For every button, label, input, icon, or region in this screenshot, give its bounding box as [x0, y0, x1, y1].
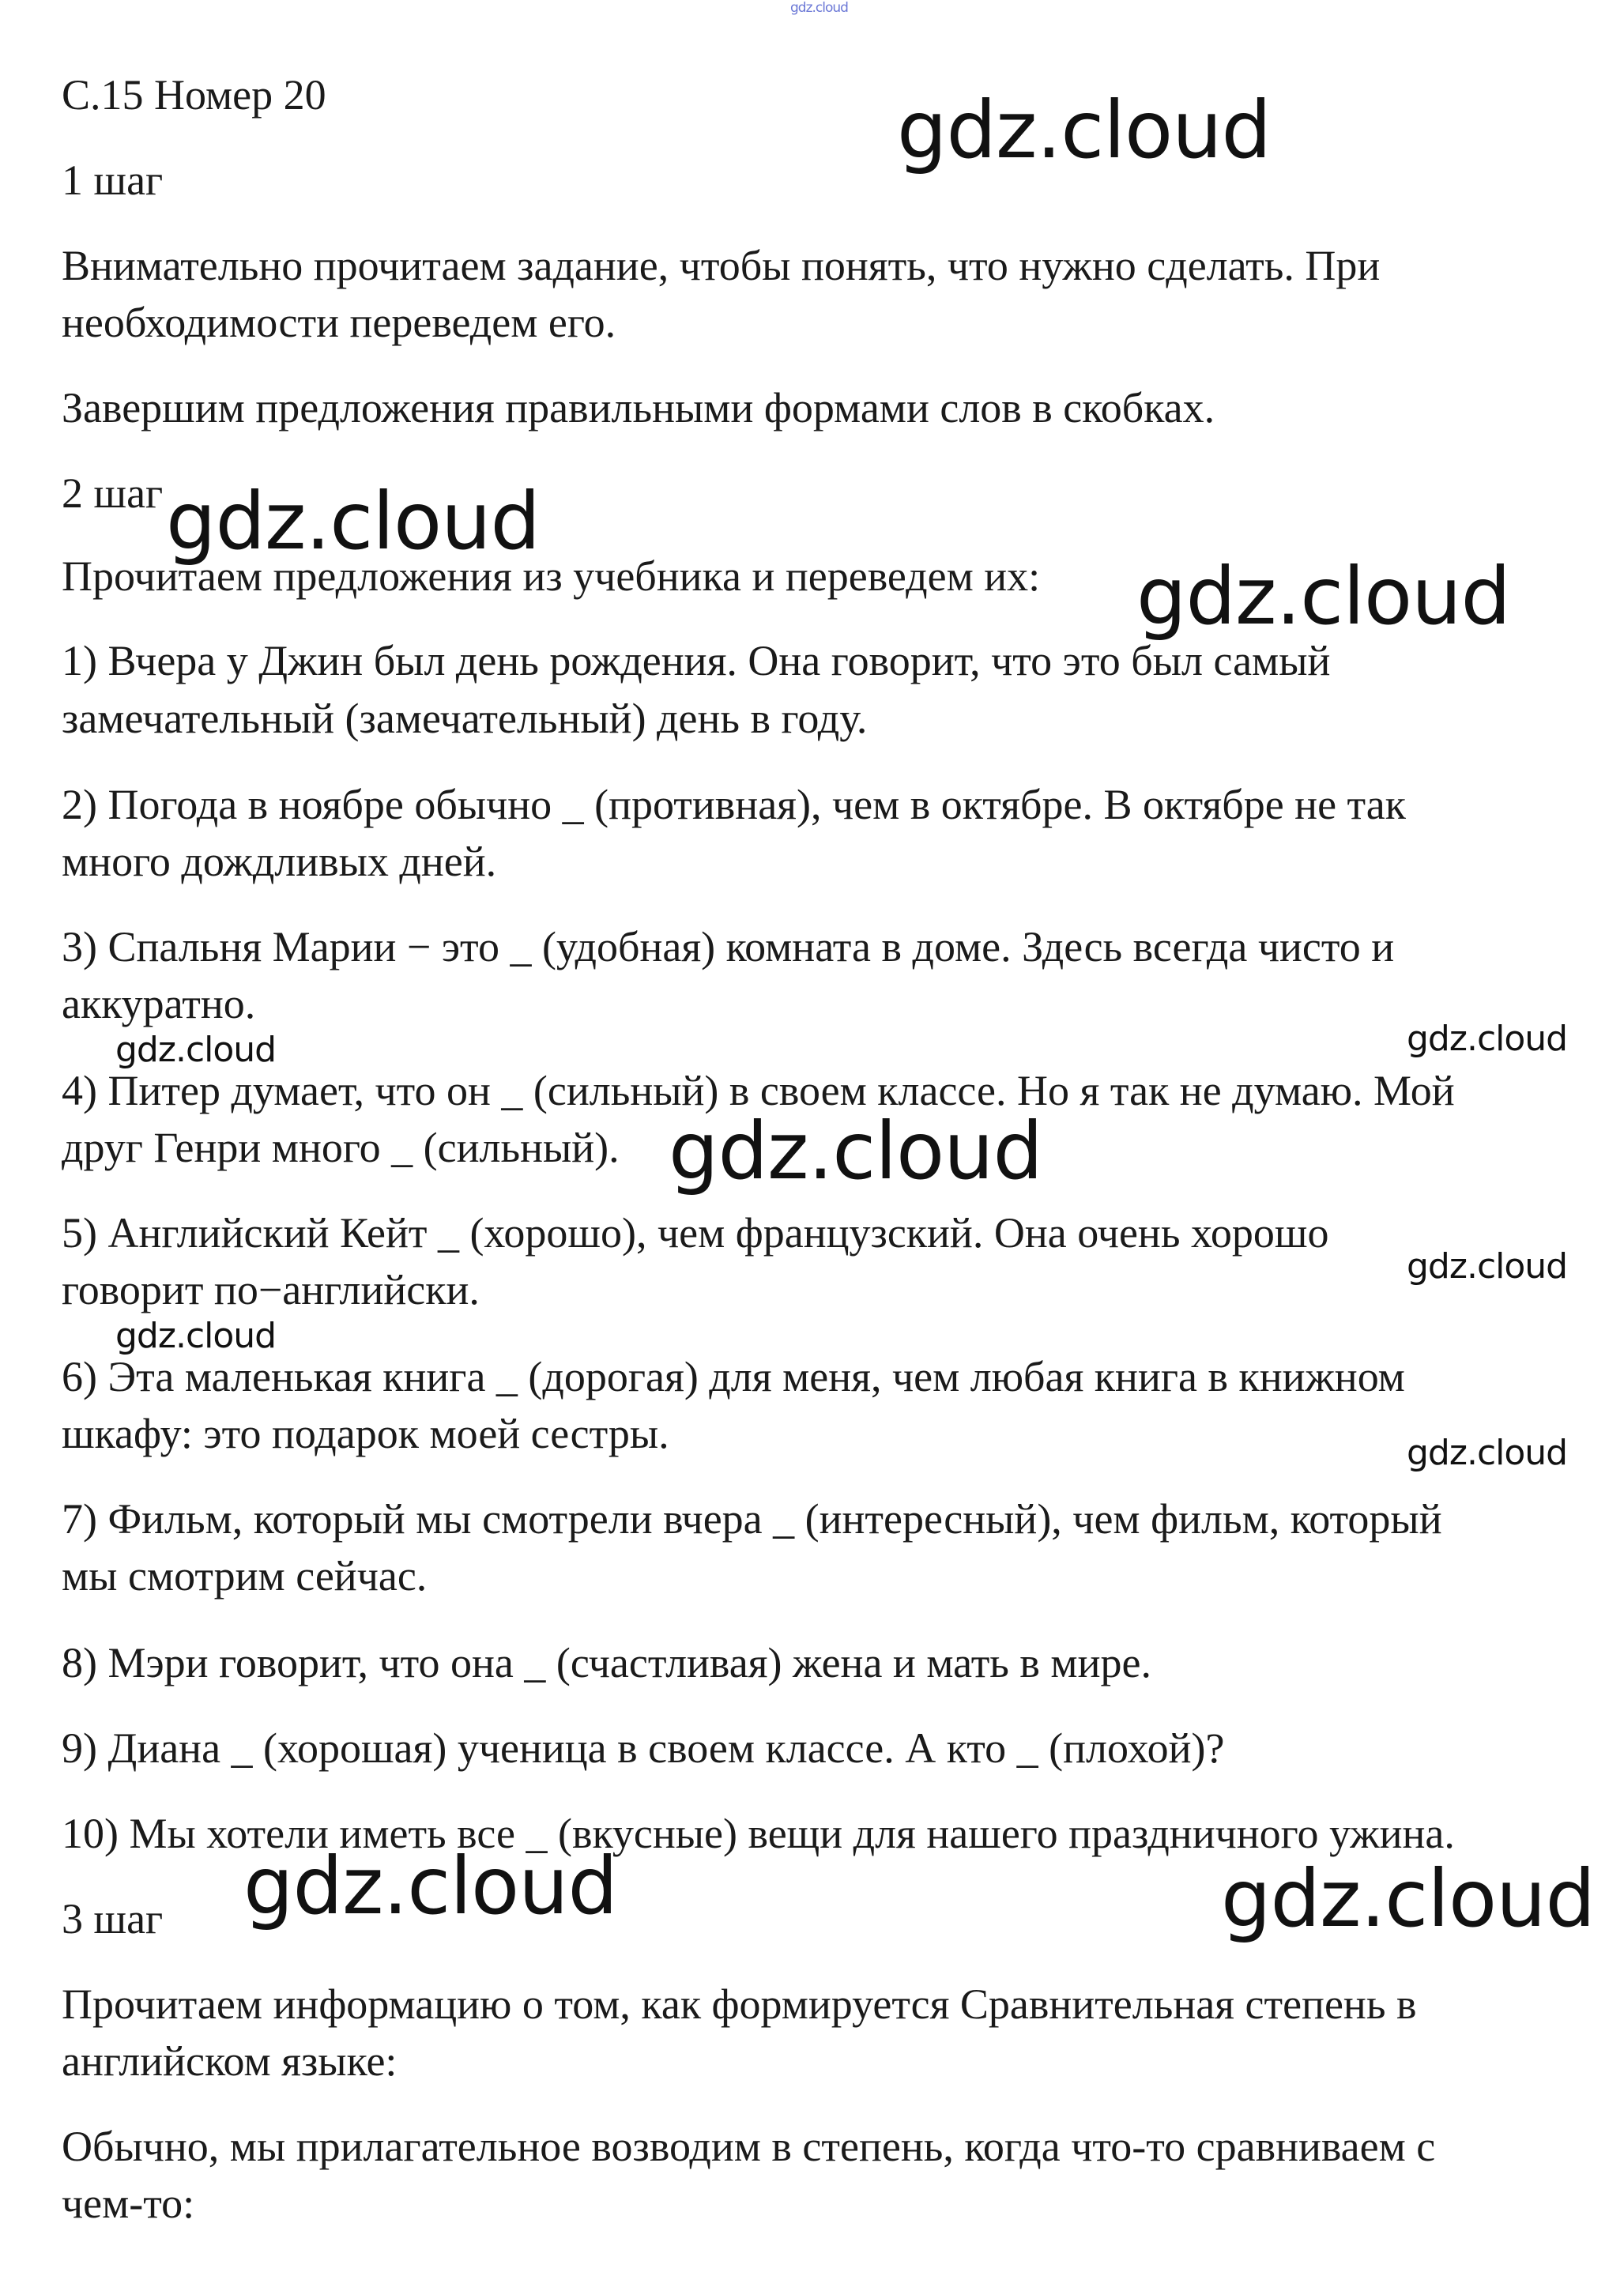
paragraph-line: Обычно, мы прилагательное возводим в степень, когда что-то сравниваем с	[62, 2123, 1436, 2170]
paragraph-line: Завершим предложения правильными формами слов в скобках.	[62, 384, 1215, 431]
sentence-4-line-1: 4) Питер думает, что он _ (сильный) в своем классе. Но я так не думаю. Мой	[62, 1067, 1455, 1114]
step-3-heading: 3 шаг	[62, 1895, 164, 1943]
sentence-7-line-2: мы смотрим сейчас.	[62, 1552, 428, 1600]
paragraph-line: английском языке:	[62, 2037, 398, 2085]
sentence-2-line-2: много дождливых дней.	[62, 838, 497, 885]
watermark-small: gdz.cloud	[1407, 1433, 1568, 1473]
watermark-small: gdz.cloud	[115, 1030, 277, 1070]
sentence-1-line-2: замечательный (замечательный) день в году.	[62, 695, 868, 742]
watermark-large: gdz.cloud	[1221, 1852, 1596, 1945]
step-2-heading: 2 шаг	[62, 469, 164, 517]
sentence-8: 8) Мэри говорит, что она _ (счастливая) жена и мать в мире.	[62, 1639, 1151, 1686]
sentence-7-line-1: 7) Фильм, который мы смотрели вчера _ (интересный), чем фильм, который	[62, 1495, 1442, 1543]
sentence-9: 9) Диана _ (хорошая) ученица в своем классе. А кто _ (плохой)?	[62, 1724, 1225, 1772]
sentence-3-line-1: 3) Спальня Марии − это _ (удобная) комната в доме. Здесь всегда чисто и	[62, 923, 1395, 970]
sentence-2-line-1: 2) Погода в ноябре обычно _ (противная), чем в октябре. В октябре не так	[62, 781, 1406, 828]
watermark-large: gdz.cloud	[243, 1840, 618, 1932]
paragraph-line: чем-то:	[62, 2180, 195, 2227]
watermark-large: gdz.cloud	[669, 1105, 1043, 1197]
watermark-small: gdz.cloud	[115, 1316, 277, 1356]
sentence-5-line-2: говорит по−английски.	[62, 1266, 480, 1313]
sentence-4-line-2: друг Генри много _ (сильный).	[62, 1124, 620, 1171]
sentence-10: 10) Мы хотели иметь все _ (вкусные) вещи для нашего праздничного ужина.	[62, 1810, 1455, 1857]
step-1-heading: 1 шаг	[62, 156, 164, 204]
paragraph-line: Прочитаем предложения из учебника и переведем их:	[62, 552, 1041, 600]
watermark-small: gdz.cloud	[1407, 1246, 1568, 1287]
paragraph-line: Внимательно прочитаем задание, чтобы понять, что нужно сделать. При	[62, 242, 1381, 289]
watermark-large: gdz.cloud	[166, 475, 541, 567]
paragraph-line: Прочитаем информацию о том, как формируется Сравнительная степень в	[62, 1980, 1417, 2028]
header-watermark: gdz.cloud	[790, 0, 848, 16]
sentence-5-line-1: 5) Английский Кейт _ (хорошо), чем французский. Она очень хорошо	[62, 1209, 1329, 1257]
task-title: С.15 Номер 20	[62, 71, 326, 119]
watermark-small: gdz.cloud	[1407, 1019, 1568, 1059]
sentence-3-line-2: аккуратно.	[62, 980, 256, 1027]
sentence-6-line-1: 6) Эта маленькая книга _ (дорогая) для меня, чем любая книга в книжном	[62, 1353, 1405, 1400]
watermark-large: gdz.cloud	[1136, 550, 1511, 642]
sentence-1-line-1: 1) Вчера у Джин был день рождения. Она говорит, что это был самый	[62, 637, 1331, 684]
sentence-6-line-2: шкафу: это подарок моей сестры.	[62, 1410, 669, 1457]
paragraph-line: необходимости переведем его.	[62, 299, 616, 346]
watermark-large: gdz.cloud	[897, 84, 1272, 176]
